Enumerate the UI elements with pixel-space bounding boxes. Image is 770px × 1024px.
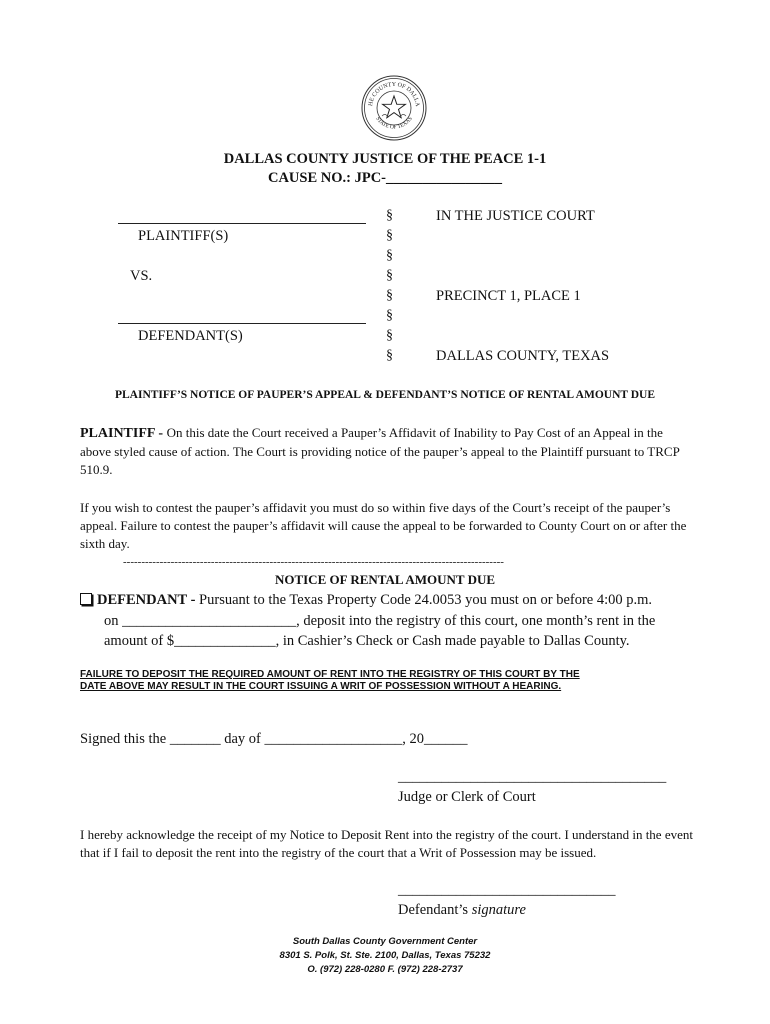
- section-symbol: §: [386, 328, 393, 343]
- divider: --------------------------------------------------------------------------------------------------------: [123, 556, 504, 568]
- section-symbol: §: [386, 308, 393, 323]
- section-symbol: §: [386, 228, 393, 243]
- svg-text:STATE OF TEXAS: [374, 116, 414, 131]
- signed-date-line[interactable]: Signed this the _______ day of ___________________, 20______: [80, 731, 468, 747]
- footer-address: [0, 935, 770, 977]
- county-seal: [360, 74, 428, 142]
- rental-notice-title: NOTICE OF RENTAL AMOUNT DUE: [274, 572, 496, 587]
- footer-line3: O. (972) 228-0280 F. (972) 228-2737: [307, 964, 463, 975]
- section-symbol: §: [386, 208, 393, 223]
- defendant-signature-label: Defendant’s signature: [398, 902, 526, 918]
- section-symbol: §: [386, 268, 393, 283]
- defendant-notice-line1: DEFENDANT - Pursuant to the Texas Property Code 24.0053 you must on or before 4:00 p.m.: [80, 590, 710, 610]
- court-title: DALLAS COUNTY JUSTICE OF THE PEACE 1-1: [223, 151, 547, 167]
- deposit-date-line[interactable]: on ________________________, deposit into the registry of this court, one month’s rent in the: [104, 613, 656, 629]
- seal-text-top: HE COUNTY OF DALLA: [368, 81, 421, 107]
- section-symbol: §: [386, 288, 393, 303]
- plaintiff-heading: PLAINTIFF -: [80, 426, 167, 441]
- defendant-name-line[interactable]: [118, 323, 366, 324]
- section-symbol: §: [386, 348, 393, 363]
- plaintiff-body: On this date the Court received a Pauper’s Affidavit of Inability to Pay Cost of an Appeal in the above styled cause of action. The Court is providing notice of the pauper’s appeal to the Plaintiff pursuant to TRCP 510.9.: [80, 425, 680, 477]
- notice-title: PLAINTIFF’S NOTICE OF PAUPER’S APPEAL & DEFENDANT’S NOTICE OF RENTAL AMOUNT DUE: [114, 389, 656, 401]
- plaintiff-paragraph: [80, 424, 695, 479]
- cause-number: CAUSE NO.: JPC-________________: [267, 170, 502, 186]
- contest-paragraph: If you wish to contest the pauper’s affidavit you must do so within five days of the Court’s receipt of the pauper’s appeal. Failure to contest the pauper’s affidavit will cause the appeal to be forwarded to County Court on or after the sixth day.: [80, 500, 687, 551]
- footer-line2: 8301 S. Polk, St. Ste. 2100, Dallas, Texas 75232: [279, 950, 491, 961]
- defendant-signature-line[interactable]: ______________________________: [398, 882, 616, 898]
- precinct-label: PRECINCT 1, PLACE 1: [436, 288, 581, 304]
- defendant-checkbox[interactable]: [80, 593, 92, 605]
- judge-signature-line[interactable]: _____________________________________: [398, 769, 667, 785]
- defendant-label: DEFENDANT(S): [138, 328, 243, 344]
- acknowledgment-paragraph: I hereby acknowledge the receipt of my Notice to Deposit Rent into the registry of the court. I understand in the event that if I fail to deposit the rent into the registry of the court that a Writ of Possession may be issued.: [80, 827, 693, 860]
- rent-amount-line[interactable]: amount of $______________, in Cashier’s Check or Cash made payable to Dallas County.: [104, 633, 630, 649]
- vs-label: VS.: [130, 268, 153, 284]
- seal-text-bottom: STATE OF TEXAS: [374, 115, 414, 131]
- judge-label: Judge or Clerk of Court: [398, 789, 536, 805]
- section-symbol: §: [386, 248, 393, 263]
- county-label: DALLAS COUNTY, TEXAS: [436, 348, 610, 364]
- possession-warning: FAILURE TO DEPOSIT THE REQUIRED AMOUNT OF RENT INTO THE REGISTRY OF THIS COURT BY THE DATE ABOVE MAY RESULT IN THE COURT ISSUING A WRIT OF POSSESSION WITHOUT A HEARING.: [80, 669, 580, 692]
- court-label: IN THE JUSTICE COURT: [436, 208, 595, 224]
- plaintiff-label: PLAINTIFF(S): [138, 228, 229, 244]
- plaintiff-name-line[interactable]: [118, 223, 366, 224]
- footer-line1: South Dallas County Government Center: [292, 936, 478, 947]
- defendant-heading: DEFENDANT -: [97, 592, 200, 608]
